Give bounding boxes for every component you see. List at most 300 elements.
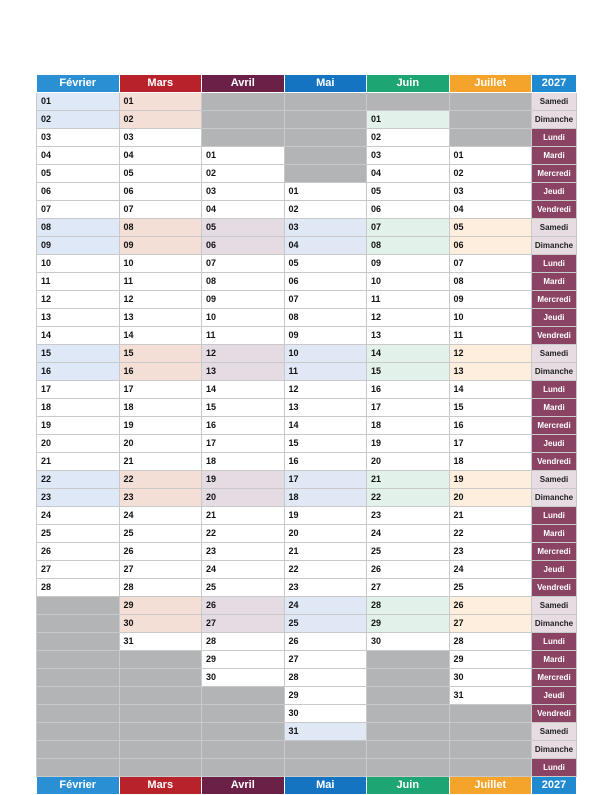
day-cell: 15 bbox=[202, 399, 285, 417]
day-cell: 28 bbox=[367, 597, 450, 615]
calendar-row bbox=[37, 309, 577, 327]
day-cell: 10 bbox=[119, 255, 202, 273]
weekday-label: Samedi bbox=[532, 219, 577, 237]
day-cell: 22 bbox=[202, 525, 285, 543]
day-cell: 22 bbox=[37, 471, 120, 489]
day-cell: 04 bbox=[119, 147, 202, 165]
calendar-row bbox=[37, 669, 577, 687]
weekday-label: Vendredi bbox=[532, 327, 577, 345]
day-cell: 26 bbox=[284, 633, 367, 651]
calendar-row bbox=[37, 633, 577, 651]
weekday-label: Mercredi bbox=[532, 291, 577, 309]
day-cell: 01 bbox=[284, 183, 367, 201]
day-cell: 22 bbox=[367, 489, 450, 507]
day-cell: 30 bbox=[202, 669, 285, 687]
day-cell: 07 bbox=[202, 255, 285, 273]
day-cell: 26 bbox=[449, 597, 532, 615]
day-cell: 24 bbox=[202, 561, 285, 579]
calendar-row bbox=[37, 651, 577, 669]
day-cell: 04 bbox=[202, 201, 285, 219]
day-cell: 06 bbox=[284, 273, 367, 291]
calendar-row bbox=[37, 507, 577, 525]
day-cell: 16 bbox=[284, 453, 367, 471]
day-cell: 08 bbox=[37, 219, 120, 237]
weekday-label: Vendredi bbox=[532, 705, 577, 723]
weekday-label: Samedi bbox=[532, 597, 577, 615]
empty-cell bbox=[284, 129, 367, 147]
header-year: 2027 bbox=[532, 75, 577, 93]
day-cell: 10 bbox=[284, 345, 367, 363]
day-cell: 18 bbox=[119, 399, 202, 417]
day-cell: 20 bbox=[37, 435, 120, 453]
day-cell: 06 bbox=[367, 201, 450, 219]
empty-cell bbox=[202, 687, 285, 705]
empty-cell bbox=[119, 759, 202, 777]
day-cell: 18 bbox=[449, 453, 532, 471]
day-cell: 21 bbox=[202, 507, 285, 525]
calendar-footer bbox=[37, 777, 577, 795]
empty-cell bbox=[284, 759, 367, 777]
empty-cell bbox=[202, 741, 285, 759]
day-cell: 16 bbox=[367, 381, 450, 399]
header-month-3: Mai bbox=[284, 75, 367, 93]
day-cell: 19 bbox=[119, 417, 202, 435]
calendar-row bbox=[37, 381, 577, 399]
empty-cell bbox=[37, 651, 120, 669]
day-cell: 22 bbox=[449, 525, 532, 543]
day-cell: 10 bbox=[449, 309, 532, 327]
day-cell: 29 bbox=[449, 651, 532, 669]
empty-cell bbox=[367, 687, 450, 705]
day-cell: 14 bbox=[37, 327, 120, 345]
calendar-row bbox=[37, 525, 577, 543]
day-cell: 02 bbox=[449, 165, 532, 183]
day-cell: 16 bbox=[202, 417, 285, 435]
calendar-row bbox=[37, 201, 577, 219]
day-cell: 17 bbox=[202, 435, 285, 453]
day-cell: 12 bbox=[37, 291, 120, 309]
weekday-label: Mardi bbox=[532, 525, 577, 543]
day-cell: 14 bbox=[119, 327, 202, 345]
day-cell: 19 bbox=[284, 507, 367, 525]
day-cell: 03 bbox=[119, 129, 202, 147]
day-cell: 03 bbox=[202, 183, 285, 201]
empty-cell bbox=[449, 759, 532, 777]
day-cell: 02 bbox=[119, 111, 202, 129]
footer-month-1: Mars bbox=[119, 777, 202, 795]
day-cell: 23 bbox=[37, 489, 120, 507]
day-cell: 22 bbox=[119, 471, 202, 489]
day-cell: 05 bbox=[367, 183, 450, 201]
day-cell: 11 bbox=[119, 273, 202, 291]
weekday-label: Mercredi bbox=[532, 165, 577, 183]
day-cell: 07 bbox=[119, 201, 202, 219]
day-cell: 24 bbox=[37, 507, 120, 525]
day-cell: 15 bbox=[367, 363, 450, 381]
day-cell: 06 bbox=[202, 237, 285, 255]
day-cell: 30 bbox=[367, 633, 450, 651]
header-month-1: Mars bbox=[119, 75, 202, 93]
day-cell: 03 bbox=[449, 183, 532, 201]
day-cell: 13 bbox=[37, 309, 120, 327]
weekday-label: Vendredi bbox=[532, 201, 577, 219]
header-month-0: Février bbox=[37, 75, 120, 93]
day-cell: 20 bbox=[284, 525, 367, 543]
weekday-label: Mardi bbox=[532, 273, 577, 291]
day-cell: 08 bbox=[449, 273, 532, 291]
calendar-row bbox=[37, 183, 577, 201]
calendar-row bbox=[37, 453, 577, 471]
empty-cell bbox=[367, 741, 450, 759]
weekday-label: Mardi bbox=[532, 147, 577, 165]
day-cell: 04 bbox=[284, 237, 367, 255]
weekday-label: Samedi bbox=[532, 345, 577, 363]
empty-cell bbox=[37, 705, 120, 723]
weekday-label: Jeudi bbox=[532, 309, 577, 327]
day-cell: 07 bbox=[449, 255, 532, 273]
calendar-row bbox=[37, 111, 577, 129]
empty-cell bbox=[367, 723, 450, 741]
empty-cell bbox=[202, 129, 285, 147]
day-cell: 25 bbox=[119, 525, 202, 543]
day-cell: 09 bbox=[449, 291, 532, 309]
day-cell: 01 bbox=[367, 111, 450, 129]
day-cell: 09 bbox=[202, 291, 285, 309]
calendar-row bbox=[37, 543, 577, 561]
day-cell: 28 bbox=[284, 669, 367, 687]
day-cell: 19 bbox=[449, 471, 532, 489]
day-cell: 27 bbox=[449, 615, 532, 633]
day-cell: 17 bbox=[284, 471, 367, 489]
weekday-label: Samedi bbox=[532, 471, 577, 489]
weekday-label: Vendredi bbox=[532, 579, 577, 597]
day-cell: 06 bbox=[449, 237, 532, 255]
day-cell: 21 bbox=[449, 507, 532, 525]
day-cell: 25 bbox=[284, 615, 367, 633]
footer-month-5: Juillet bbox=[449, 777, 532, 795]
day-cell: 06 bbox=[37, 183, 120, 201]
empty-cell bbox=[284, 93, 367, 111]
day-cell: 03 bbox=[367, 147, 450, 165]
empty-cell bbox=[367, 759, 450, 777]
calendar-row bbox=[37, 255, 577, 273]
day-cell: 29 bbox=[119, 597, 202, 615]
empty-cell bbox=[37, 741, 120, 759]
calendar-row bbox=[37, 147, 577, 165]
calendar-row bbox=[37, 759, 577, 777]
weekday-label: Lundi bbox=[532, 129, 577, 147]
day-cell: 19 bbox=[37, 417, 120, 435]
calendar-row bbox=[37, 723, 577, 741]
calendar-row bbox=[37, 219, 577, 237]
day-cell: 02 bbox=[202, 165, 285, 183]
day-cell: 16 bbox=[37, 363, 120, 381]
empty-cell bbox=[119, 687, 202, 705]
weekday-label: Mercredi bbox=[532, 417, 577, 435]
day-cell: 21 bbox=[367, 471, 450, 489]
day-cell: 25 bbox=[202, 579, 285, 597]
day-cell: 12 bbox=[284, 381, 367, 399]
day-cell: 12 bbox=[367, 309, 450, 327]
calendar-row bbox=[37, 471, 577, 489]
weekday-label: Mercredi bbox=[532, 669, 577, 687]
day-cell: 23 bbox=[119, 489, 202, 507]
calendar-row bbox=[37, 435, 577, 453]
day-cell: 31 bbox=[284, 723, 367, 741]
day-cell: 29 bbox=[284, 687, 367, 705]
day-cell: 09 bbox=[37, 237, 120, 255]
day-cell: 17 bbox=[367, 399, 450, 417]
day-cell: 18 bbox=[202, 453, 285, 471]
header-month-4: Juin bbox=[367, 75, 450, 93]
day-cell: 23 bbox=[367, 507, 450, 525]
header-month-5: Juillet bbox=[449, 75, 532, 93]
day-cell: 30 bbox=[284, 705, 367, 723]
empty-cell bbox=[449, 93, 532, 111]
day-cell: 25 bbox=[37, 525, 120, 543]
day-cell: 02 bbox=[284, 201, 367, 219]
day-cell: 10 bbox=[202, 309, 285, 327]
day-cell: 07 bbox=[284, 291, 367, 309]
day-cell: 15 bbox=[37, 345, 120, 363]
day-cell: 04 bbox=[367, 165, 450, 183]
empty-cell bbox=[367, 669, 450, 687]
empty-cell bbox=[202, 759, 285, 777]
weekday-label: Dimanche bbox=[532, 111, 577, 129]
calendar-row bbox=[37, 93, 577, 111]
weekday-label: Lundi bbox=[532, 381, 577, 399]
weekday-label: Lundi bbox=[532, 633, 577, 651]
weekday-label: Dimanche bbox=[532, 489, 577, 507]
empty-cell bbox=[449, 111, 532, 129]
empty-cell bbox=[449, 705, 532, 723]
weekday-label: Mardi bbox=[532, 399, 577, 417]
empty-cell bbox=[284, 147, 367, 165]
empty-cell bbox=[119, 741, 202, 759]
day-cell: 07 bbox=[37, 201, 120, 219]
empty-cell bbox=[119, 669, 202, 687]
day-cell: 29 bbox=[367, 615, 450, 633]
weekday-label: Lundi bbox=[532, 255, 577, 273]
calendar-row bbox=[37, 291, 577, 309]
empty-cell bbox=[367, 93, 450, 111]
empty-cell bbox=[367, 651, 450, 669]
day-cell: 14 bbox=[367, 345, 450, 363]
day-cell: 05 bbox=[449, 219, 532, 237]
day-cell: 24 bbox=[449, 561, 532, 579]
day-cell: 27 bbox=[37, 561, 120, 579]
empty-cell bbox=[119, 705, 202, 723]
day-cell: 14 bbox=[284, 417, 367, 435]
weekday-label: Dimanche bbox=[532, 363, 577, 381]
day-cell: 13 bbox=[449, 363, 532, 381]
day-cell: 27 bbox=[119, 561, 202, 579]
day-cell: 05 bbox=[284, 255, 367, 273]
day-cell: 20 bbox=[367, 453, 450, 471]
day-cell: 07 bbox=[367, 219, 450, 237]
day-cell: 04 bbox=[449, 201, 532, 219]
day-cell: 01 bbox=[119, 93, 202, 111]
empty-cell bbox=[367, 705, 450, 723]
day-cell: 28 bbox=[449, 633, 532, 651]
day-cell: 03 bbox=[284, 219, 367, 237]
day-cell: 14 bbox=[202, 381, 285, 399]
day-cell: 08 bbox=[202, 273, 285, 291]
weekday-label: Lundi bbox=[532, 507, 577, 525]
day-cell: 12 bbox=[202, 345, 285, 363]
day-cell: 09 bbox=[119, 237, 202, 255]
header-row bbox=[37, 75, 577, 93]
empty-cell bbox=[37, 759, 120, 777]
day-cell: 28 bbox=[202, 633, 285, 651]
day-cell: 12 bbox=[449, 345, 532, 363]
empty-cell bbox=[119, 723, 202, 741]
day-cell: 05 bbox=[202, 219, 285, 237]
calendar-row bbox=[37, 273, 577, 291]
day-cell: 14 bbox=[449, 381, 532, 399]
day-cell: 20 bbox=[202, 489, 285, 507]
day-cell: 23 bbox=[449, 543, 532, 561]
calendar-body bbox=[37, 93, 577, 777]
weekday-label: Dimanche bbox=[532, 615, 577, 633]
weekday-label: Jeudi bbox=[532, 183, 577, 201]
day-cell: 13 bbox=[367, 327, 450, 345]
calendar-row bbox=[37, 489, 577, 507]
day-cell: 26 bbox=[202, 597, 285, 615]
footer-month-3: Mai bbox=[284, 777, 367, 795]
day-cell: 17 bbox=[119, 381, 202, 399]
empty-cell bbox=[449, 129, 532, 147]
day-cell: 17 bbox=[449, 435, 532, 453]
calendar-row bbox=[37, 165, 577, 183]
day-cell: 21 bbox=[37, 453, 120, 471]
day-cell: 24 bbox=[284, 597, 367, 615]
empty-cell bbox=[202, 705, 285, 723]
day-cell: 10 bbox=[37, 255, 120, 273]
day-cell: 28 bbox=[37, 579, 120, 597]
day-cell: 13 bbox=[202, 363, 285, 381]
weekday-label: Vendredi bbox=[532, 453, 577, 471]
day-cell: 30 bbox=[449, 669, 532, 687]
day-cell: 18 bbox=[37, 399, 120, 417]
empty-cell bbox=[202, 111, 285, 129]
day-cell: 26 bbox=[119, 543, 202, 561]
day-cell: 13 bbox=[119, 309, 202, 327]
empty-cell bbox=[449, 741, 532, 759]
day-cell: 23 bbox=[284, 579, 367, 597]
day-cell: 18 bbox=[367, 417, 450, 435]
day-cell: 25 bbox=[367, 543, 450, 561]
calendar-row bbox=[37, 705, 577, 723]
day-cell: 16 bbox=[119, 363, 202, 381]
day-cell: 01 bbox=[449, 147, 532, 165]
day-cell: 13 bbox=[284, 399, 367, 417]
day-cell: 22 bbox=[284, 561, 367, 579]
calendar-table bbox=[36, 74, 577, 795]
day-cell: 15 bbox=[284, 435, 367, 453]
day-cell: 04 bbox=[37, 147, 120, 165]
empty-cell bbox=[284, 165, 367, 183]
day-cell: 23 bbox=[202, 543, 285, 561]
day-cell: 21 bbox=[284, 543, 367, 561]
calendar-row bbox=[37, 615, 577, 633]
day-cell: 24 bbox=[119, 507, 202, 525]
day-cell: 19 bbox=[202, 471, 285, 489]
empty-cell bbox=[284, 741, 367, 759]
day-cell: 20 bbox=[449, 489, 532, 507]
weekday-label: Jeudi bbox=[532, 435, 577, 453]
weekday-label: Dimanche bbox=[532, 741, 577, 759]
day-cell: 08 bbox=[119, 219, 202, 237]
footer-row bbox=[37, 777, 577, 795]
day-cell: 29 bbox=[202, 651, 285, 669]
calendar-row bbox=[37, 579, 577, 597]
day-cell: 25 bbox=[449, 579, 532, 597]
calendar-row bbox=[37, 741, 577, 759]
empty-cell bbox=[284, 111, 367, 129]
day-cell: 20 bbox=[119, 435, 202, 453]
day-cell: 18 bbox=[284, 489, 367, 507]
day-cell: 31 bbox=[119, 633, 202, 651]
day-cell: 16 bbox=[449, 417, 532, 435]
empty-cell bbox=[37, 615, 120, 633]
day-cell: 11 bbox=[202, 327, 285, 345]
empty-cell bbox=[37, 597, 120, 615]
header-month-2: Avril bbox=[202, 75, 285, 93]
day-cell: 26 bbox=[367, 561, 450, 579]
calendar-row bbox=[37, 363, 577, 381]
day-cell: 27 bbox=[284, 651, 367, 669]
day-cell: 11 bbox=[284, 363, 367, 381]
weekday-label: Dimanche bbox=[532, 237, 577, 255]
footer-month-2: Avril bbox=[202, 777, 285, 795]
day-cell: 11 bbox=[37, 273, 120, 291]
calendar-row bbox=[37, 327, 577, 345]
calendar-row bbox=[37, 561, 577, 579]
calendar-row bbox=[37, 417, 577, 435]
day-cell: 02 bbox=[37, 111, 120, 129]
day-cell: 21 bbox=[119, 453, 202, 471]
empty-cell bbox=[37, 633, 120, 651]
empty-cell bbox=[449, 723, 532, 741]
footer-year: 2027 bbox=[532, 777, 577, 795]
calendar-row bbox=[37, 399, 577, 417]
day-cell: 09 bbox=[284, 327, 367, 345]
day-cell: 08 bbox=[367, 237, 450, 255]
day-cell: 27 bbox=[367, 579, 450, 597]
day-cell: 05 bbox=[37, 165, 120, 183]
day-cell: 27 bbox=[202, 615, 285, 633]
weekday-label: Mercredi bbox=[532, 543, 577, 561]
footer-month-4: Juin bbox=[367, 777, 450, 795]
day-cell: 01 bbox=[202, 147, 285, 165]
day-cell: 02 bbox=[367, 129, 450, 147]
empty-cell bbox=[37, 723, 120, 741]
calendar-header bbox=[37, 75, 577, 93]
weekday-label: Samedi bbox=[532, 93, 577, 111]
day-cell: 11 bbox=[449, 327, 532, 345]
day-cell: 12 bbox=[119, 291, 202, 309]
day-cell: 03 bbox=[37, 129, 120, 147]
day-cell: 15 bbox=[119, 345, 202, 363]
weekday-label: Jeudi bbox=[532, 687, 577, 705]
empty-cell bbox=[37, 669, 120, 687]
calendar-row bbox=[37, 687, 577, 705]
footer-month-0: Février bbox=[37, 777, 120, 795]
day-cell: 30 bbox=[119, 615, 202, 633]
day-cell: 11 bbox=[367, 291, 450, 309]
calendar-row bbox=[37, 597, 577, 615]
